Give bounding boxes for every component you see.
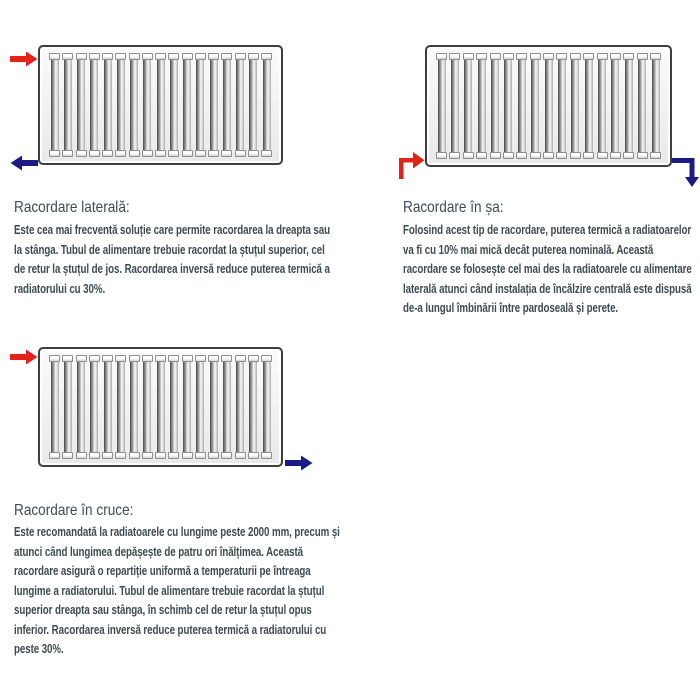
- radiator-fin: [182, 53, 193, 157]
- radiator-fin: [516, 53, 527, 159]
- radiator-fin: [89, 53, 100, 157]
- heading-laterala: Racordare laterală:: [14, 199, 130, 216]
- radiator-fin: [155, 355, 166, 459]
- radiator-fin: [637, 53, 648, 159]
- in-cruce-supply-arrow-icon: [10, 349, 38, 365]
- radiator-fin: [102, 355, 113, 459]
- radiator-fin: [168, 355, 179, 459]
- radiator-fin: [490, 53, 501, 159]
- radiator-fin: [530, 53, 541, 159]
- radiator-fin: [235, 355, 246, 459]
- radiator-fin: [115, 355, 126, 459]
- radiator-fin: [503, 53, 514, 159]
- radiator-laterala-illustration: [38, 45, 283, 165]
- radiator-fin: [261, 355, 272, 459]
- heading-in-sa: Racordare în șa:: [403, 199, 504, 216]
- radiator-fin: [195, 53, 206, 157]
- radiator-fin: [610, 53, 621, 159]
- radiator-fin: [476, 53, 487, 159]
- radiator-fin: [248, 53, 259, 157]
- radiator-fin: [221, 355, 232, 459]
- radiator-fin: [155, 53, 166, 157]
- radiator-fin: [570, 53, 581, 159]
- radiator-fin: [597, 53, 608, 159]
- radiator-in-sa-illustration: [425, 45, 672, 167]
- radiator-fins: [436, 53, 661, 159]
- radiator-fin: [62, 355, 73, 459]
- laterala-supply-arrow-icon: [10, 51, 38, 67]
- radiator-fins: [49, 53, 272, 157]
- heading-in-cruce: Racordare în cruce:: [14, 502, 134, 519]
- radiator-in-cruce-illustration: [38, 347, 283, 467]
- radiator-fin: [129, 355, 140, 459]
- radiator-fin: [142, 355, 153, 459]
- laterala-return-arrow-icon: [10, 155, 38, 171]
- in-sa-supply-arrow-icon: [397, 148, 425, 180]
- in-cruce-return-arrow-icon: [285, 455, 313, 471]
- radiator-fin: [583, 53, 594, 159]
- radiator-fin: [62, 53, 73, 157]
- radiator-fin: [463, 53, 474, 159]
- radiator-fin: [449, 53, 460, 159]
- radiator-fin: [49, 53, 60, 157]
- radiator-fin: [89, 355, 100, 459]
- radiator-fin: [221, 53, 232, 157]
- radiator-fin: [102, 53, 113, 157]
- radiator-fin: [208, 53, 219, 157]
- radiator-fin: [235, 53, 246, 157]
- radiator-fin: [650, 53, 661, 159]
- radiator-fin: [261, 53, 272, 157]
- radiator-fin: [168, 53, 179, 157]
- radiator-fins: [49, 355, 272, 459]
- in-sa-return-arrow-icon: [672, 152, 700, 188]
- radiator-fin: [543, 53, 554, 159]
- description-in-cruce: Este recomandată la radiatoarele cu lungime peste 2000 mm, precum și atunci când lungimea depășește de patru ori înălțimea. Această racordare asigură o repartiție uniformă a temperaturii pe întreaga lungime a radiatorului. Tubul de alimentare trebuie racordat la ștuțul superior dreapta sau stânga, în schimb cel de retur la ștuțul opus inferior. Racordarea inversă reduce puterea termică a radiatorului cu peste 30%.: [14, 525, 340, 656]
- radiator-fin: [76, 53, 87, 157]
- radiator-fin: [129, 53, 140, 157]
- description-in-sa: Folosind acest tip de racordare, puterea termică a radiatoarelor va fi cu 10% mai mică decât puterea nominală. Această racordare se folosește cel mai des la radiatoarele cu alimentare laterală atunci când instalația de încălzire centrală este dispusă de-a lungul îmbinării între pardoseală și perete.: [403, 223, 692, 315]
- description-laterala: Este cea mai frecventă soluție care permite racordarea la dreapta sau la stânga. Tubul de alimentare trebuie racordat la ștuțul superior, cel de retur la ștuțul de jos. Racordarea inversă reduce puterea termică a radiatorului cu 30%.: [14, 223, 330, 296]
- radiator-fin: [49, 355, 60, 459]
- radiator-fin: [195, 355, 206, 459]
- radiator-fin: [556, 53, 567, 159]
- radiator-fin: [208, 355, 219, 459]
- radiator-fin: [436, 53, 447, 159]
- radiator-fin: [248, 355, 259, 459]
- radiator-fin: [115, 53, 126, 157]
- radiator-fin: [142, 53, 153, 157]
- radiator-fin: [76, 355, 87, 459]
- radiator-fin: [182, 355, 193, 459]
- radiator-fin: [623, 53, 634, 159]
